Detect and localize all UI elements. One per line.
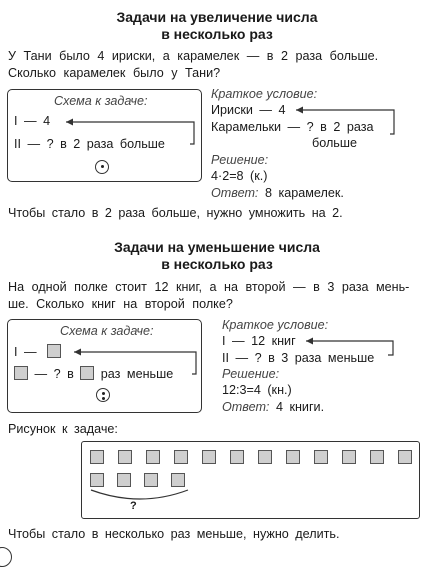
section1-condition-arrow bbox=[290, 104, 402, 142]
section1-scheme-label: Схема к задаче: bbox=[54, 94, 148, 108]
section1-answer bbox=[211, 186, 344, 200]
section2-picture-label: Рисунок к задаче: bbox=[8, 422, 118, 436]
section2-problem-line1: На одной полке стоит 12 книг, а на второй — в 3 раза мень- bbox=[8, 280, 410, 294]
book-square-icon bbox=[258, 450, 272, 464]
picture-frame bbox=[81, 441, 420, 519]
book-square-icon bbox=[146, 450, 160, 464]
section1-solution-label: Решение: bbox=[211, 153, 269, 167]
book-square-icon bbox=[144, 473, 158, 487]
section2-scheme-row2-mid: — ? в bbox=[34, 367, 74, 381]
section1-title-line1: Задачи на увеличение числа bbox=[116, 9, 318, 25]
section1-conclusion: Чтобы стало в 2 раза больше, нужно умножить на 2. bbox=[8, 206, 343, 220]
section2-conclusion: Чтобы стало в несколько раз меньше, нужно делить. bbox=[8, 527, 340, 541]
section1-scheme-box bbox=[7, 89, 202, 182]
section1-answer-label: Ответ: bbox=[211, 186, 259, 200]
section2-solution-label: Решение: bbox=[222, 367, 280, 381]
book-square-icon bbox=[90, 473, 104, 487]
section1-condition-row2b: больше bbox=[312, 136, 357, 150]
picture-question: ? bbox=[130, 500, 137, 512]
section2-scheme-row1-prefix: I — bbox=[14, 345, 37, 359]
section2-answer-text: 4 книги. bbox=[275, 400, 325, 414]
section2-scheme-row2-suffix: раз меньше bbox=[100, 367, 174, 381]
section1-condition-row2a: Карамельки — ? в 2 раза bbox=[211, 120, 374, 134]
section1-solution-expr: 4·2=8 (к.) bbox=[211, 169, 268, 183]
book-square-icon bbox=[47, 344, 61, 358]
book-square-icon bbox=[117, 473, 131, 487]
section2-scheme-arrow bbox=[68, 346, 200, 382]
section2-scheme-row1 bbox=[14, 344, 61, 359]
divide-colon-icon bbox=[96, 388, 110, 402]
section2-problem-line2: ше. Сколько книг на второй полке? bbox=[8, 297, 233, 311]
book-square-icon bbox=[202, 450, 216, 464]
section1-condition-row1: Ириски — 4 bbox=[211, 103, 286, 117]
book-square-icon bbox=[286, 450, 300, 464]
multiply-dot-icon bbox=[95, 160, 109, 174]
section2-title-line2: в несколько раз bbox=[161, 256, 273, 272]
section1-condition-label: Краткое условие: bbox=[211, 87, 318, 101]
shelf2-books bbox=[90, 473, 185, 487]
book-square-icon bbox=[370, 450, 384, 464]
book-square-icon bbox=[398, 450, 412, 464]
section1-scheme-row2: II — ? в 2 раза больше bbox=[14, 137, 165, 151]
section2-answer bbox=[222, 400, 324, 414]
section1-title-line2: в несколько раз bbox=[161, 26, 273, 42]
book-square-icon bbox=[90, 450, 104, 464]
section1-problem-line2: Сколько карамелек было у Тани? bbox=[8, 66, 221, 80]
section2-solution-expr: 12:3=4 (кн.) bbox=[222, 383, 292, 397]
shelf1-books bbox=[90, 450, 412, 464]
section1-answer-text: 8 карамелек. bbox=[264, 186, 344, 200]
section2-scheme-box bbox=[7, 319, 202, 413]
section2-condition-arrow bbox=[300, 335, 400, 361]
section2-answer-label: Ответ: bbox=[222, 400, 270, 414]
section2-condition-row1: I — 12 книг bbox=[222, 334, 296, 348]
section2-scheme-label: Схема к задаче: bbox=[60, 324, 154, 338]
section2-title-line1: Задачи на уменьшение числа bbox=[114, 239, 320, 255]
section2-condition-row2: II — ? в 3 раза меньше bbox=[222, 351, 375, 365]
book-square-icon bbox=[314, 450, 328, 464]
page-corner-circle bbox=[0, 547, 12, 567]
book-square-icon bbox=[118, 450, 132, 464]
section2-condition-label: Краткое условие: bbox=[222, 318, 329, 332]
book-square-icon bbox=[171, 473, 185, 487]
section1-scheme-arrow bbox=[58, 116, 200, 152]
book-square-icon bbox=[14, 366, 28, 380]
book-square-icon bbox=[230, 450, 244, 464]
book-square-icon bbox=[174, 450, 188, 464]
section1-problem-line1: У Тани было 4 ириски, а карамелек — в 2 раза больше. bbox=[8, 49, 379, 63]
section1-scheme-row1: I — 4 bbox=[14, 114, 51, 128]
book-square-icon bbox=[342, 450, 356, 464]
brace-arc bbox=[88, 488, 192, 504]
